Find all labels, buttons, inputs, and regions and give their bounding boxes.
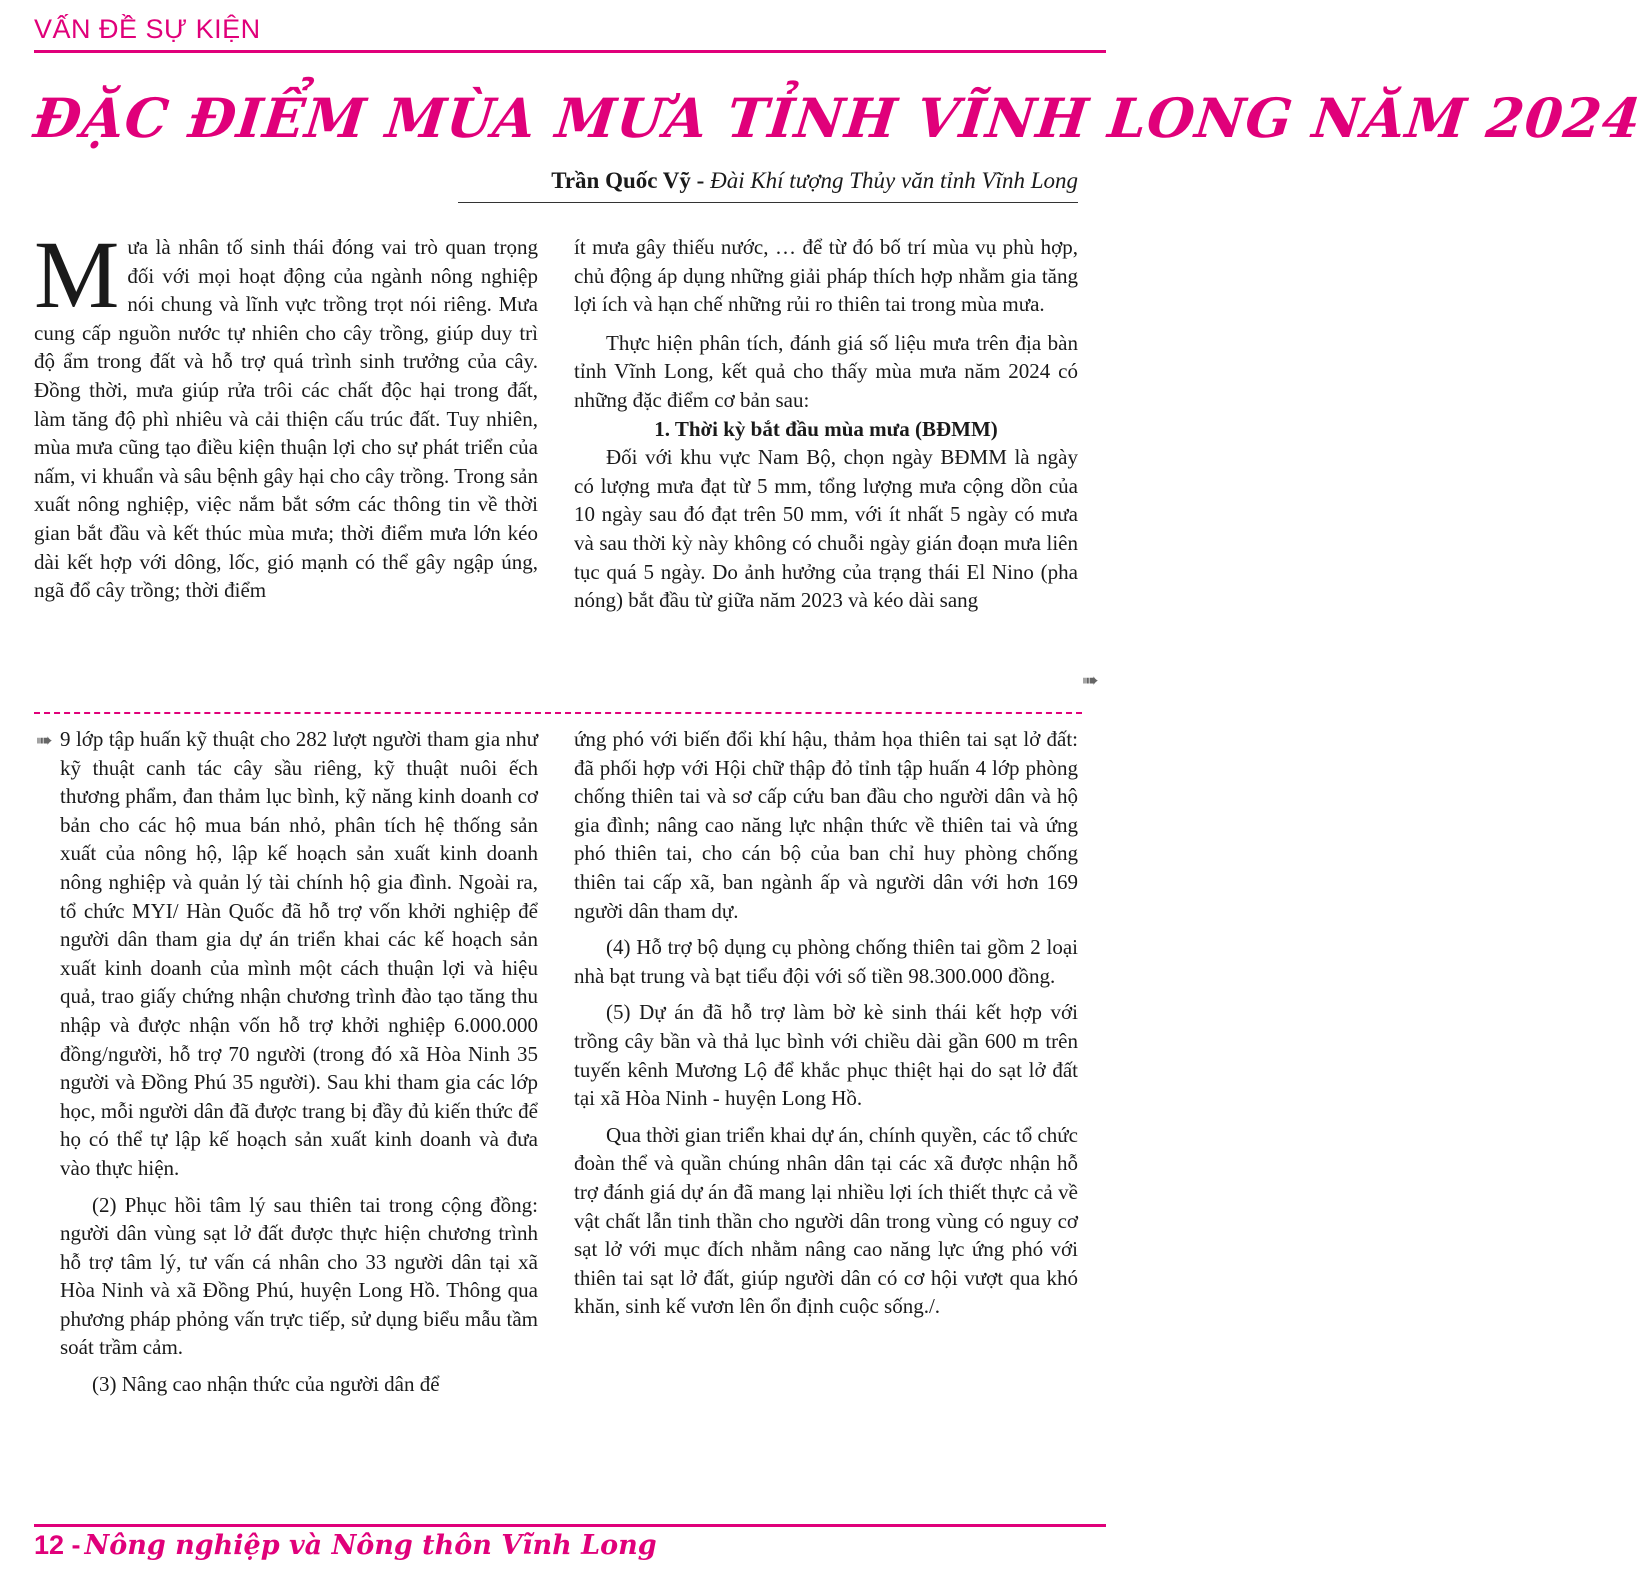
dashed-section-divider — [34, 712, 1082, 714]
author-organization: Đài Khí tượng Thủy văn tỉnh Vĩnh Long — [710, 168, 1078, 193]
embankment-paragraph: (5) Dự án đã hỗ trợ làm bờ kè sinh thái kết hợp với trồng cây bần và thả lục bình với chiều dài gần 600 m trên tuyến kênh Mương Lộ để khắc phục thiệt hại do sạt lở đất tại xã Hòa Ninh - huyện Long Hồ. — [574, 1000, 1078, 1111]
article-column-2 — [574, 233, 1078, 695]
intro-paragraph — [34, 221, 538, 605]
continued-column-2 — [574, 725, 1078, 1495]
arrow-right-icon: ➠ — [36, 728, 53, 752]
section-heading-bdmm: 1. Thời kỳ bắt đầu mùa mưa (BĐMM) — [654, 416, 998, 441]
magazine-name: Nông nghiệp và Nông thôn Vĩnh Long — [84, 1530, 657, 1561]
conclusion-paragraph: Qua thời gian triển khai dự án, chính quyền, các tổ chức đoàn thể và quần chúng nhân dân tại các xã được nhận hỗ trợ đánh giá dự án đã mang lại nhiều lợi ích thiết thực cả về vật chất lẫn tinh thần cho người dân trong vùng có nguy cơ sạt lở với mục đích nhằm nâng cao năng lực ứng phó với thiên tai sạt lở đất, giúp người dân có cơ hội vượt qua khó khăn, sinh kế vươn lên ổn định cuộc sống./. — [574, 1122, 1078, 1319]
bdmm-paragraph: Đối với khu vực Nam Bộ, chọn ngày BĐMM là ngày có lượng mưa đạt từ 5 mm, tổng lượng mưa cộng dồn của 10 ngày sau đó đạt trên 50 mm, với ít nhất 5 ngày có mưa và sau thời kỳ này không có chuỗi ngày gián đoạn mưa liên tục quá 5 ngày. Do ảnh hưởng của trạng thái El Nino (pha nóng) bắt đầu từ giữa năm 2023 và kéo dài sang — [574, 445, 1078, 613]
psychological-support-paragraph: (2) Phục hồi tâm lý sau thiên tai trong cộng đồng: người dân vùng sạt lở đất được thực hiện chương trình hỗ trợ tâm lý, tư vấn cá nhân cho 33 người dân tại xã Hòa Ninh và xã Đồng Phú, huyện Long Hồ. Thông qua phương pháp phỏng vấn trực tiếp, sử dụng biểu mẫu tầm soát trầm cảm. — [60, 1192, 538, 1360]
intro-continuation: ít mưa gây thiếu nước, … để từ đó bố trí mùa vụ phù hợp, chủ động áp dụng những giải pháp thích hợp nhằm gia tăng lợi ích và hạn chế những rủi ro thiên tai trong mùa mưa. — [574, 235, 1078, 317]
bottom-divider — [34, 1524, 1106, 1527]
awareness-paragraph: (3) Nâng cao nhận thức của người dân để — [92, 1372, 440, 1397]
analysis-paragraph: Thực hiện phân tích, đánh giá số liệu mưa trên địa bàn tỉnh Vĩnh Long, kết quả cho thấy mùa mưa năm 2024 có những đặc điểm cơ bản sau: — [574, 330, 1078, 412]
continued-column-1 — [60, 725, 538, 1495]
page-footer — [34, 1530, 657, 1561]
climate-response-paragraph: ứng phó với biến đổi khí hậu, thảm họa thiên tai sạt lở đất: đã phối hợp với Hội chữ thập đỏ tỉnh tập huấn 4 lớp phòng chống thiên tai và sơ cấp cứu ban đầu cho người dân và hộ gia đình; nâng cao năng lực nhận thức về thiên tai và ứng phó thiên tai, cho cán bộ của ban chỉ huy phòng chống thiên tai cấp xã, ban ngành ấp và người dân với hơn 169 người dân tham dự. — [574, 727, 1078, 923]
article-headline: ĐẶC ĐIỂM MÙA MƯA TỈNH VĨNH LONG NĂM 2024 — [30, 86, 1644, 150]
byline — [551, 168, 1078, 194]
top-divider — [34, 50, 1106, 53]
section-label: VẤN ĐỀ SỰ KIỆN — [34, 14, 261, 44]
byline-underline — [458, 202, 1078, 203]
intro-text: ưa là nhân tố sinh thái đóng vai trò quan trọng đối với mọi hoạt động của ngành nông nghiệp nói chung và lĩnh vực trồng trọt nói riêng. Mưa cung cấp nguồn nước tự nhiên cho cây trồng, giúp duy trì độ ẩm trong đất và hỗ trợ quá trình sinh trưởng của cây. Đồng thời, mưa giúp rửa trôi các chất độc hại trong đất, làm tăng độ phì nhiêu và cải thiện cấu trúc đất. Tuy nhiên, mùa mưa cũng tạo điều kiện thuận lợi cho sự phát triển của nấm, vi khuẩn và sâu bệnh gây hại cho cây trồng. Trong sản xuất nông nghiệp, việc nắm bắt sớm các thông tin về thời gian bắt đầu và kết thúc mùa mưa; thời điểm mưa lớn kéo dài kết hợp với dông, lốc, gió mạnh có thể gây ngập úng, ngã đổ cây trồng; thời điểm — [34, 235, 538, 603]
article-column-1 — [34, 221, 538, 695]
arrow-right-icon: ➠ — [1082, 668, 1099, 692]
page-number: 12 - — [34, 1530, 81, 1560]
author-name: Trần Quốc Vỹ - — [551, 168, 705, 193]
drop-cap: M — [34, 221, 120, 328]
training-paragraph: 9 lớp tập huấn kỹ thuật cho 282 lượt người tham gia như kỹ thuật canh tác cây sầu riêng, kỹ thuật nuôi ếch thương phẩm, đan thảm lục bình, kỹ năng kinh doanh cơ bản cho các hộ mua bán nhỏ, phân tích hệ thống sản xuất của nông hộ, lập kế hoạch sản xuất kinh doanh nông nghiệp và quản lý tài chính hộ gia đình. Ngoài ra, tổ chức MYI/ Hàn Quốc đã hỗ trợ vốn khởi nghiệp để người dân tham gia dự án triển khai các kế hoạch sản xuất kinh doanh của mình một cách thuận lợi và hiệu quả, trao giấy chứng nhận chương trình đào tạo tăng thu nhập và được nhận vốn hỗ trợ khởi nghiệp 6.000.000 đồng/người, hỗ trợ 70 người (trong đó xã Hòa Ninh 35 người và Đồng Phú 35 người). Sau khi tham gia các lớp học, mỗi người dân đã được trang bị đầy đủ kiến thức để họ có thể tự lập kế hoạch sản xuất kinh doanh và đưa vào thực hiện. — [60, 727, 538, 1180]
equipment-support-paragraph: (4) Hỗ trợ bộ dụng cụ phòng chống thiên tai gồm 2 loại nhà bạt trung và bạt tiểu đội với số tiền 98.300.000 đồng. — [574, 935, 1078, 988]
